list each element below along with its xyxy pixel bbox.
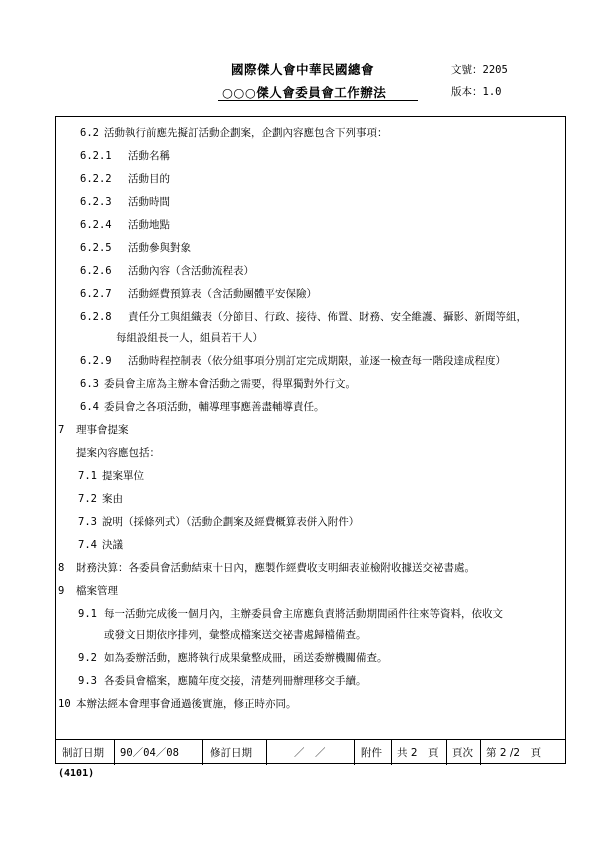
footer-divider [266, 739, 267, 765]
clause-number: 6.2.4 [80, 219, 112, 231]
attachment-value: 共 2 頁 [397, 747, 439, 759]
attachment-label: 附件 [361, 747, 382, 759]
title-underline [218, 100, 418, 101]
footer-divider [354, 739, 355, 765]
clause-text: 每一活動完成後一個月內，主辦委員會主席應負責將活動期間函件往來等資料，依收文 [104, 608, 503, 620]
doc-code: (4101) [58, 768, 95, 779]
clause-text: 如為委辦活動，應將執行成果彙整成冊，函送委辦機關備查。 [104, 652, 388, 664]
clause-number: 7.3 [78, 516, 97, 528]
version-value: 1.0 [482, 86, 502, 98]
clause-number: 6.2.2 [80, 173, 112, 185]
clause-text: 提案內容應包括： [76, 447, 160, 459]
clause-text: 活動內容（含活動流程表） [128, 265, 254, 277]
clause-number: 6.2.8 [80, 311, 112, 323]
clause-number: 7 [58, 424, 65, 436]
clause-text: 決議 [102, 539, 123, 551]
clause-text: 活動目的 [128, 173, 170, 185]
clause-number: 6.2.6 [80, 265, 112, 277]
clause-text: 檔案管理 [76, 585, 118, 597]
clause-text: 理事會提案 [76, 424, 129, 436]
doc-number-label: 文號： [451, 64, 483, 76]
revised-date-value: ／ ／ [294, 747, 326, 759]
clause-text: 本辦法經本會理事會通過後實施，修正時亦同。 [76, 698, 297, 710]
clause-text: 案由 [102, 493, 123, 505]
clause-text: 說明（採條列式）（活動企劃案及經費概算表併入附件） [102, 516, 360, 528]
clause-number: 9 [58, 585, 65, 597]
footer-divider [446, 739, 447, 765]
page-label: 頁次 [452, 747, 473, 759]
clause-text: 活動名稱 [128, 150, 170, 162]
version-label: 版本： [451, 86, 483, 98]
clause-text: 活動時程控制表（依分組事項分別訂定完成期限，並逐一檢查每一階段達成程度） [128, 355, 506, 367]
clause-text: 或發文日期依序排列，彙整成檔案送交祕書處歸檔備查。 [104, 629, 367, 641]
footer-divider [202, 739, 203, 765]
clause-number: 6.2.1 [80, 150, 112, 162]
clause-number: 7.4 [78, 539, 97, 551]
clause-text: 提案單位 [102, 470, 144, 482]
clause-number: 7.1 [78, 470, 97, 482]
clause-number: 6.2.9 [80, 355, 112, 367]
footer-rule [56, 739, 565, 740]
clause-text: 活動經費預算表（含活動團體平安保險） [128, 288, 317, 300]
clause-text: 活動執行前應先擬訂活動企劃案，企劃內容應包含下列事項： [104, 127, 388, 139]
clause-text: 活動參與對象 [128, 242, 191, 254]
page-value: 第 2 /2 頁 [486, 747, 542, 759]
clause-text: 活動地點 [128, 219, 170, 231]
clause-number: 6.2.5 [80, 242, 112, 254]
doc-number-value: 2205 [482, 64, 508, 76]
clause-number: 6.3 [80, 378, 99, 390]
footer-divider [114, 739, 115, 765]
revised-date-label: 修訂日期 [210, 747, 252, 759]
org-title: 國際傑人會中華民國總會 [231, 62, 375, 77]
content-frame [55, 116, 566, 764]
clause-number: 9.3 [78, 675, 97, 687]
created-date-value: 90／04／08 [120, 747, 179, 759]
footer-divider [480, 739, 481, 765]
clause-number: 8 [58, 562, 65, 574]
clause-number: 10 [58, 698, 71, 710]
clause-text: 責任分工與組織表（分節目、行政、接待、佈置、財務、安全維護、攝影、新聞等組， [128, 311, 527, 323]
clause-text: 各委員會檔案，應隨年度交接，清楚列冊辦理移交手續。 [104, 675, 367, 687]
clause-number: 6.4 [80, 401, 99, 413]
clause-number: 6.2.3 [80, 196, 112, 208]
created-date-label: 制訂日期 [62, 747, 104, 759]
clause-text: 委員會之各項活動，輔導理事應善盡輔導責任。 [104, 401, 325, 413]
doc-title: ○○○傑人會委員會工作辦法 [222, 85, 387, 100]
clause-number: 9.2 [78, 652, 97, 664]
clause-text: 財務決算：各委員會活動結束十日內，應製作經費收支明細表並檢附收據送交祕書處。 [76, 562, 475, 574]
clause-number: 6.2.7 [80, 288, 112, 300]
doc-number [451, 62, 508, 77]
clause-number: 7.2 [78, 493, 97, 505]
clause-number: 6.2 [80, 127, 99, 139]
clause-text: 每組設組長一人，組員若干人） [116, 332, 263, 344]
clause-text: 活動時間 [128, 196, 170, 208]
footer-divider [391, 739, 392, 765]
clause-number: 9.1 [78, 608, 97, 620]
clause-text: 委員會主席為主辦本會活動之需要，得單獨對外行文。 [104, 378, 356, 390]
version [451, 84, 501, 99]
